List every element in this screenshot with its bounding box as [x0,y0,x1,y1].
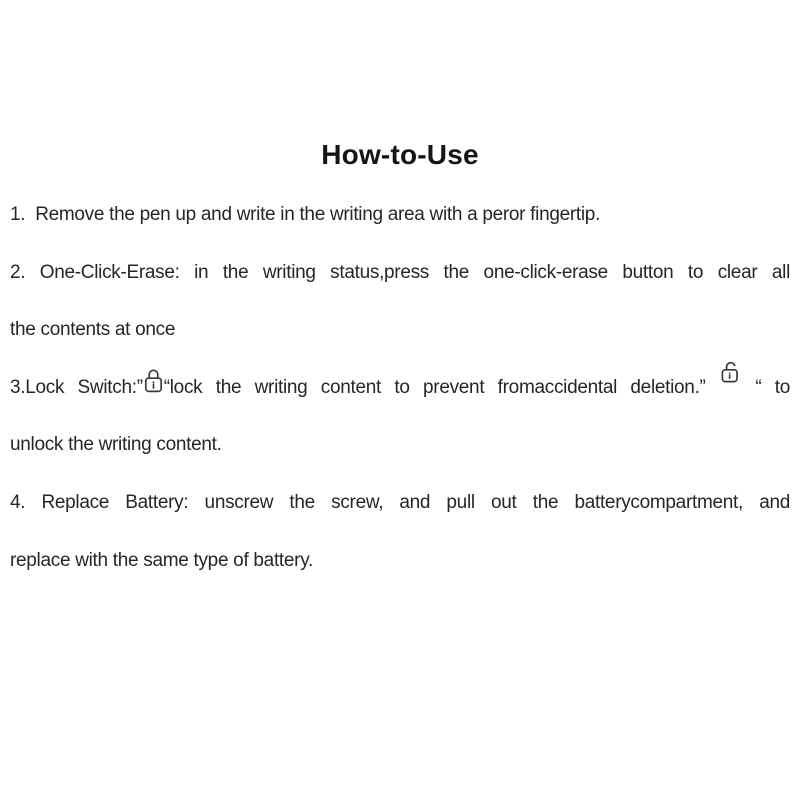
step-3-text-a: 3.Lock Switch:” [10,376,143,398]
page-title: How-to-Use [321,139,479,170]
step-1-line-1: 1. Remove the pen up and write in the writing area with a peror fingertip. [10,204,601,225]
step-3-line-1 [10,359,790,417]
step-4-line-2: replace with the same type of battery. [10,549,313,571]
lock-open-icon [719,360,742,388]
step-3-line-2: unlock the writing content. [10,434,222,456]
step-3-text-b: “lock the writing content to prevent fromaccidental deletion.” [163,376,706,398]
step-2-line-2: the contents at once [10,319,176,341]
step-3-text-c: “ to [755,376,791,398]
lock-closed-icon [143,367,164,394]
instruction-body [0,186,800,589]
step-4-line-1: 4. Replace Battery: unscrew the screw, and pull out the batterycompartment, and [10,491,790,513]
step-2-line-1: 2. One-Click-Erase: in the writing status,press the one-click-erase button to clear all [10,261,790,283]
